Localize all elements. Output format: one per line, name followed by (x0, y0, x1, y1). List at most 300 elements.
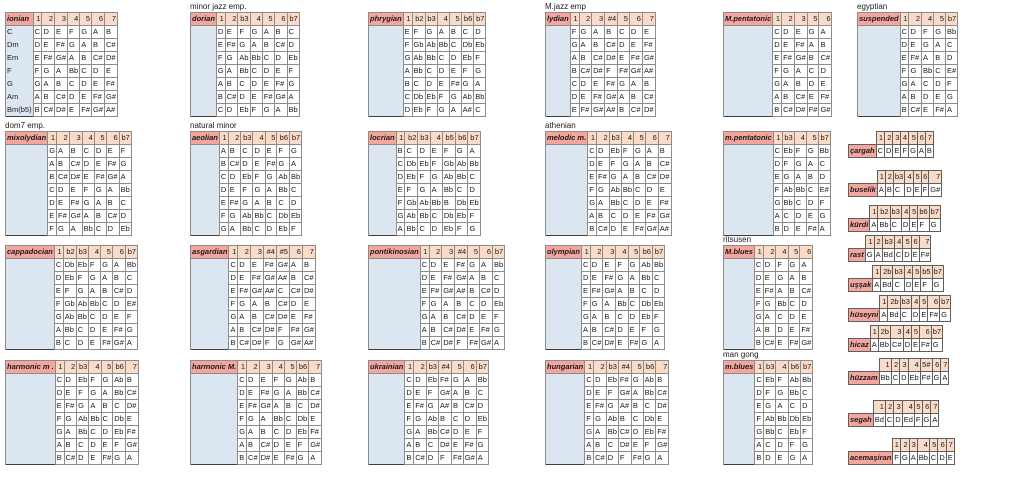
note-cell[interactable]: Eb (412, 104, 425, 117)
note-cell[interactable]: B (101, 400, 113, 413)
degree-cell[interactable]: 3 (250, 246, 263, 259)
note-cell[interactable]: C (437, 52, 449, 65)
note-cell[interactable]: F# (289, 324, 302, 337)
note-cell[interactable]: Bb (238, 65, 250, 78)
degree-cell[interactable]: 4 (437, 13, 449, 26)
note-cell[interactable]: D (241, 158, 253, 171)
note-cell[interactable]: A (112, 259, 125, 272)
note-cell[interactable]: C (418, 223, 430, 236)
row-label-cell[interactable] (724, 91, 773, 104)
note-cell[interactable]: B (442, 197, 455, 210)
note-cell[interactable]: D (807, 78, 819, 91)
degree-cell[interactable]: 1 (581, 246, 590, 259)
note-cell[interactable]: A (629, 78, 642, 91)
note-cell[interactable]: B (628, 285, 640, 298)
degree-cell[interactable]: 2 (42, 13, 55, 26)
note-cell[interactable]: Eb (640, 311, 653, 324)
note-cell[interactable]: Ab (76, 298, 88, 311)
note-cell[interactable]: G (773, 78, 782, 91)
degree-cell[interactable]: b5 (921, 266, 932, 279)
note-cell[interactable]: B (656, 374, 669, 387)
note-cell[interactable]: G (82, 197, 94, 210)
note-cell[interactable]: B (48, 171, 57, 184)
degree-cell[interactable]: b7 (474, 13, 486, 26)
degree-cell[interactable]: 3 (69, 132, 82, 145)
degree-cell[interactable]: 5 (909, 132, 918, 145)
note-cell[interactable]: E (588, 171, 597, 184)
note-cell[interactable]: Gb (412, 39, 425, 52)
note-cell[interactable]: G (782, 65, 795, 78)
note-cell[interactable]: G# (112, 337, 125, 350)
note-cell[interactable]: B (225, 78, 238, 91)
note-cell[interactable]: G (643, 452, 656, 465)
scale-name-cell[interactable]: buselik (849, 184, 878, 197)
note-cell[interactable]: C (788, 298, 800, 311)
note-cell[interactable]: D (272, 439, 284, 452)
note-cell[interactable]: E (309, 413, 322, 426)
note-cell[interactable]: D (763, 259, 776, 272)
note-cell[interactable]: Db (442, 210, 455, 223)
note-cell[interactable]: A# (455, 285, 468, 298)
note-cell[interactable]: G (277, 158, 290, 171)
note-cell[interactable]: F# (794, 39, 807, 52)
note-cell[interactable]: D (89, 439, 101, 452)
note-cell[interactable]: F# (658, 197, 671, 210)
note-cell[interactable]: B (800, 272, 813, 285)
note-cell[interactable]: Bb (879, 372, 891, 385)
note-cell[interactable]: A (106, 184, 119, 197)
note-cell[interactable]: Eb (461, 52, 474, 65)
note-cell[interactable]: C (754, 259, 763, 272)
note-cell[interactable]: G (932, 372, 941, 385)
note-cell[interactable]: D (628, 311, 640, 324)
note-cell[interactable]: Bb (296, 387, 309, 400)
note-cell[interactable]: C (33, 26, 42, 39)
scale-name-cell[interactable]: cappadocian (6, 246, 55, 259)
note-cell[interactable]: D (900, 372, 908, 385)
note-cell[interactable]: G# (645, 223, 658, 236)
note-cell[interactable]: F (263, 337, 276, 350)
note-cell[interactable]: G (570, 39, 579, 52)
note-cell[interactable]: F# (442, 272, 455, 285)
row-label-cell[interactable] (6, 337, 55, 350)
note-cell[interactable]: Db (296, 413, 309, 426)
note-cell[interactable]: B (658, 145, 671, 158)
note-cell[interactable]: F (276, 324, 289, 337)
note-cell[interactable]: E (80, 91, 92, 104)
note-cell[interactable]: B (309, 374, 322, 387)
note-cell[interactable]: C (455, 184, 468, 197)
note-cell[interactable]: E (900, 52, 909, 65)
note-cell[interactable]: A (89, 400, 101, 413)
note-cell[interactable]: G# (592, 104, 605, 117)
note-cell[interactable]: E (449, 65, 461, 78)
degree-cell[interactable]: 2 (414, 361, 427, 374)
degree-cell[interactable]: #4 (438, 361, 451, 374)
note-cell[interactable]: F (782, 158, 794, 171)
note-cell[interactable]: F# (80, 104, 92, 117)
row-label-cell[interactable] (369, 65, 404, 78)
row-label-cell[interactable] (369, 145, 397, 158)
note-cell[interactable]: D (238, 387, 247, 400)
note-cell[interactable]: B (642, 78, 655, 91)
note-cell[interactable]: G# (455, 272, 468, 285)
note-cell[interactable]: A (581, 324, 590, 337)
scale-name-cell[interactable]: ionian (6, 13, 34, 26)
scale-name-cell[interactable]: olympian (546, 246, 582, 259)
degree-cell[interactable]: 2 (885, 171, 893, 184)
row-label-cell[interactable] (724, 374, 755, 387)
note-cell[interactable]: F (468, 210, 480, 223)
note-cell[interactable]: G (228, 210, 241, 223)
note-cell[interactable]: G (225, 52, 238, 65)
note-cell[interactable]: D (885, 145, 893, 158)
note-cell[interactable]: F# (64, 400, 77, 413)
note-cell[interactable]: D (425, 78, 437, 91)
note-cell[interactable]: D (265, 223, 277, 236)
degree-cell[interactable]: 5 (911, 326, 919, 339)
degree-cell[interactable]: #5 (276, 246, 289, 259)
note-cell[interactable]: G (940, 309, 951, 322)
row-label-cell[interactable] (546, 210, 588, 223)
note-cell[interactable]: G (54, 311, 63, 324)
note-cell[interactable]: A (309, 452, 322, 465)
note-cell[interactable]: C (68, 78, 80, 91)
note-cell[interactable]: E (451, 439, 463, 452)
note-cell[interactable]: F# (92, 91, 105, 104)
note-cell[interactable]: E (112, 311, 125, 324)
degree-cell[interactable]: 4 (903, 326, 911, 339)
note-cell[interactable]: A (800, 259, 813, 272)
note-cell[interactable]: A (119, 171, 131, 184)
note-cell[interactable]: D (782, 223, 794, 236)
note-cell[interactable]: E (597, 158, 610, 171)
note-cell[interactable]: A (414, 426, 427, 439)
degree-cell[interactable]: 2 (874, 236, 882, 249)
degree-cell[interactable]: 1 (879, 359, 891, 372)
note-cell[interactable]: E (403, 26, 412, 39)
note-cell[interactable]: F# (451, 452, 463, 465)
note-cell[interactable]: E (82, 171, 94, 184)
note-cell[interactable]: G# (263, 272, 276, 285)
note-cell[interactable]: D (80, 78, 92, 91)
row-label-cell[interactable] (546, 104, 571, 117)
row-label-cell[interactable]: Dm (6, 39, 34, 52)
note-cell[interactable]: F# (920, 339, 932, 352)
note-cell[interactable]: F# (788, 337, 800, 350)
note-cell[interactable]: D (476, 400, 488, 413)
note-cell[interactable]: B (451, 400, 463, 413)
note-cell[interactable]: G# (642, 52, 655, 65)
note-cell[interactable]: Eb (113, 426, 126, 439)
note-cell[interactable]: C (420, 259, 429, 272)
note-cell[interactable]: G (782, 171, 794, 184)
degree-cell[interactable]: 5 (451, 361, 463, 374)
row-label-cell[interactable] (369, 158, 397, 171)
note-cell[interactable]: C# (228, 158, 241, 171)
note-cell[interactable]: D (597, 145, 610, 158)
note-cell[interactable]: B (618, 104, 630, 117)
row-label-cell[interactable] (6, 324, 55, 337)
note-cell[interactable]: D (773, 39, 782, 52)
row-label-cell[interactable] (191, 171, 220, 184)
note-cell[interactable]: E (754, 285, 763, 298)
note-cell[interactable]: F (76, 272, 88, 285)
note-cell[interactable]: Bb (89, 413, 101, 426)
scale-name-cell[interactable]: phrygian (369, 13, 404, 26)
row-label-cell[interactable] (369, 184, 397, 197)
note-cell[interactable]: F# (57, 210, 70, 223)
note-cell[interactable]: D (274, 52, 287, 65)
note-cell[interactable]: Eb (296, 426, 309, 439)
note-cell[interactable]: G (265, 171, 277, 184)
row-label-cell[interactable] (6, 145, 48, 158)
note-cell[interactable]: A (238, 439, 247, 452)
degree-cell[interactable]: 7 (125, 361, 138, 374)
row-label-cell[interactable] (191, 26, 217, 39)
note-cell[interactable]: C (585, 374, 594, 387)
degree-cell[interactable]: 5 (634, 132, 646, 145)
note-cell[interactable]: G (89, 387, 101, 400)
note-cell[interactable]: G (253, 184, 265, 197)
row-label-cell[interactable] (6, 259, 55, 272)
note-cell[interactable]: G (794, 158, 806, 171)
note-cell[interactable]: G (493, 324, 505, 337)
note-cell[interactable]: C (276, 285, 289, 298)
degree-cell[interactable]: 1 (238, 361, 247, 374)
note-cell[interactable]: G (405, 426, 414, 439)
note-cell[interactable]: F (776, 374, 788, 387)
note-cell[interactable]: A (82, 210, 94, 223)
note-cell[interactable]: C (449, 39, 461, 52)
note-cell[interactable]: B (263, 298, 276, 311)
note-cell[interactable]: A (274, 104, 287, 117)
note-cell[interactable]: B (112, 272, 125, 285)
note-cell[interactable]: A (253, 197, 265, 210)
note-cell[interactable]: D (819, 65, 832, 78)
note-cell[interactable]: E (570, 104, 579, 117)
note-cell[interactable]: C (493, 272, 505, 285)
note-cell[interactable]: C (468, 298, 480, 311)
note-cell[interactable]: A (870, 339, 878, 352)
note-cell[interactable]: G (290, 145, 302, 158)
note-cell[interactable]: E (621, 223, 633, 236)
note-cell[interactable]: F# (800, 324, 813, 337)
note-cell[interactable]: Ab (461, 91, 474, 104)
note-cell[interactable]: B (590, 324, 603, 337)
note-cell[interactable]: D (904, 279, 912, 292)
note-cell[interactable]: Ed (902, 414, 914, 427)
degree-cell[interactable]: 2 (594, 361, 607, 374)
note-cell[interactable]: D (430, 223, 442, 236)
note-cell[interactable]: C (807, 65, 819, 78)
note-cell[interactable]: Bb (788, 387, 801, 400)
note-cell[interactable]: F (918, 219, 929, 232)
degree-cell[interactable]: 5 (934, 13, 946, 26)
degree-cell[interactable]: 6 (800, 246, 813, 259)
note-cell[interactable]: F# (225, 39, 238, 52)
note-cell[interactable]: G (776, 272, 788, 285)
note-cell[interactable]: A (616, 285, 628, 298)
note-cell[interactable]: C# (57, 171, 70, 184)
note-cell[interactable]: B (634, 171, 646, 184)
note-cell[interactable]: A (463, 374, 476, 387)
row-label-cell[interactable] (6, 197, 48, 210)
note-cell[interactable]: A (945, 104, 957, 117)
degree-cell[interactable]: 5 (618, 13, 630, 26)
note-cell[interactable]: G (125, 324, 137, 337)
note-cell[interactable]: E (216, 39, 225, 52)
note-cell[interactable]: C (631, 413, 643, 426)
note-cell[interactable]: B (55, 78, 68, 91)
note-cell[interactable]: G# (794, 52, 807, 65)
note-cell[interactable]: C# (800, 285, 813, 298)
row-label-cell[interactable] (191, 39, 217, 52)
note-cell[interactable]: C (88, 311, 100, 324)
note-cell[interactable]: Bb (425, 52, 437, 65)
note-cell[interactable]: G# (105, 91, 118, 104)
note-cell[interactable]: F (455, 223, 468, 236)
note-cell[interactable]: A (442, 298, 455, 311)
note-cell[interactable]: Db (640, 298, 653, 311)
note-cell[interactable]: C# (656, 387, 669, 400)
note-cell[interactable]: D# (105, 52, 118, 65)
note-cell[interactable]: C (101, 298, 113, 311)
note-cell[interactable]: E (219, 197, 228, 210)
note-cell[interactable]: B (605, 26, 618, 39)
row-label-cell[interactable] (546, 337, 582, 350)
note-cell[interactable]: Ab (63, 311, 76, 324)
degree-cell[interactable]: 1 (396, 132, 405, 145)
note-cell[interactable]: D (48, 197, 57, 210)
note-cell[interactable]: Bb (945, 26, 957, 39)
note-cell[interactable]: C (250, 65, 262, 78)
degree-cell[interactable]: 4 (905, 171, 913, 184)
note-cell[interactable]: G (414, 413, 427, 426)
degree-cell[interactable]: 5 (920, 296, 928, 309)
note-cell[interactable]: G (581, 311, 590, 324)
degree-cell[interactable]: 3 (909, 439, 917, 452)
scale-name-cell[interactable]: pontikinosian (369, 246, 421, 259)
scale-name-cell[interactable]: kürdi (849, 219, 870, 232)
note-cell[interactable]: G# (618, 387, 631, 400)
note-cell[interactable]: A (588, 210, 597, 223)
degree-cell[interactable]: b3 (76, 246, 88, 259)
degree-cell[interactable]: 2 (57, 132, 70, 145)
note-cell[interactable]: G (284, 374, 296, 387)
degree-cell[interactable]: 1 (755, 361, 764, 374)
note-cell[interactable]: C (893, 184, 904, 197)
note-cell[interactable]: Bb (76, 311, 88, 324)
row-label-cell[interactable] (858, 78, 901, 91)
note-cell[interactable]: C# (42, 104, 55, 117)
note-cell[interactable]: A (250, 39, 262, 52)
degree-cell[interactable]: b3 (426, 361, 438, 374)
note-cell[interactable]: D (588, 158, 597, 171)
note-cell[interactable]: A (755, 439, 764, 452)
note-cell[interactable]: E (55, 26, 68, 39)
row-label-cell[interactable] (724, 298, 755, 311)
note-cell[interactable]: D (945, 52, 957, 65)
row-label-cell[interactable] (546, 65, 571, 78)
note-cell[interactable]: A (754, 324, 763, 337)
note-cell[interactable]: F# (782, 52, 795, 65)
row-label-cell[interactable] (191, 426, 238, 439)
degree-cell[interactable]: 2 (782, 13, 795, 26)
note-cell[interactable]: C# (594, 452, 607, 465)
note-cell[interactable]: A# (658, 223, 671, 236)
note-cell[interactable]: G (621, 158, 633, 171)
note-cell[interactable]: B (284, 400, 296, 413)
note-cell[interactable]: C (652, 272, 664, 285)
note-cell[interactable]: Db (788, 413, 801, 426)
note-cell[interactable]: A# (642, 65, 655, 78)
note-cell[interactable]: B (420, 337, 429, 350)
note-cell[interactable]: D (228, 171, 241, 184)
note-cell[interactable]: A (54, 324, 63, 337)
degree-cell[interactable]: 6 (911, 236, 919, 249)
note-cell[interactable]: G (94, 184, 106, 197)
note-cell[interactable]: Eb (287, 52, 299, 65)
scale-name-cell[interactable]: asgardian (191, 246, 229, 259)
note-cell[interactable]: G (932, 279, 943, 292)
note-cell[interactable]: D (405, 387, 414, 400)
note-cell[interactable]: D (905, 184, 913, 197)
note-cell[interactable]: B (479, 272, 492, 285)
note-cell[interactable]: D (418, 145, 430, 158)
note-cell[interactable]: D (219, 184, 228, 197)
note-cell[interactable]: Ab (782, 184, 794, 197)
row-label-cell[interactable] (724, 223, 774, 236)
degree-cell[interactable]: 7 (302, 246, 315, 259)
note-cell[interactable]: E (618, 52, 630, 65)
degree-cell[interactable]: 6 (645, 132, 658, 145)
note-cell[interactable]: D# (656, 400, 669, 413)
note-cell[interactable]: Gb (442, 158, 455, 171)
scale-name-cell[interactable]: m.blues (724, 361, 755, 374)
note-cell[interactable]: Db (63, 259, 76, 272)
note-cell[interactable]: E (68, 104, 80, 117)
degree-cell[interactable]: 2 (225, 13, 238, 26)
note-cell[interactable]: D (290, 197, 302, 210)
row-label-cell[interactable] (369, 197, 397, 210)
row-label-cell[interactable] (858, 39, 901, 52)
row-label-cell[interactable] (546, 298, 582, 311)
note-cell[interactable]: E (442, 259, 455, 272)
note-cell[interactable]: A (900, 91, 909, 104)
row-label-cell[interactable] (191, 223, 220, 236)
note-cell[interactable]: C (219, 171, 228, 184)
note-cell[interactable]: D (782, 26, 795, 39)
note-cell[interactable]: D (57, 184, 70, 197)
degree-cell[interactable]: #4 (263, 246, 276, 259)
note-cell[interactable]: Bb (493, 259, 505, 272)
note-cell[interactable]: F (801, 426, 813, 439)
note-cell[interactable]: F (241, 184, 253, 197)
note-cell[interactable]: E (463, 426, 476, 439)
note-cell[interactable]: E (238, 400, 247, 413)
degree-cell[interactable]: b6 (296, 361, 309, 374)
note-cell[interactable]: E (48, 210, 57, 223)
note-cell[interactable]: C (277, 197, 290, 210)
note-cell[interactable]: F (219, 210, 228, 223)
note-cell[interactable]: G (241, 197, 253, 210)
note-cell[interactable]: F (621, 145, 633, 158)
note-cell[interactable]: E (262, 78, 274, 91)
note-cell[interactable]: Bb (272, 413, 284, 426)
degree-cell[interactable]: b3 (238, 13, 250, 26)
row-label-cell[interactable]: G (6, 78, 34, 91)
